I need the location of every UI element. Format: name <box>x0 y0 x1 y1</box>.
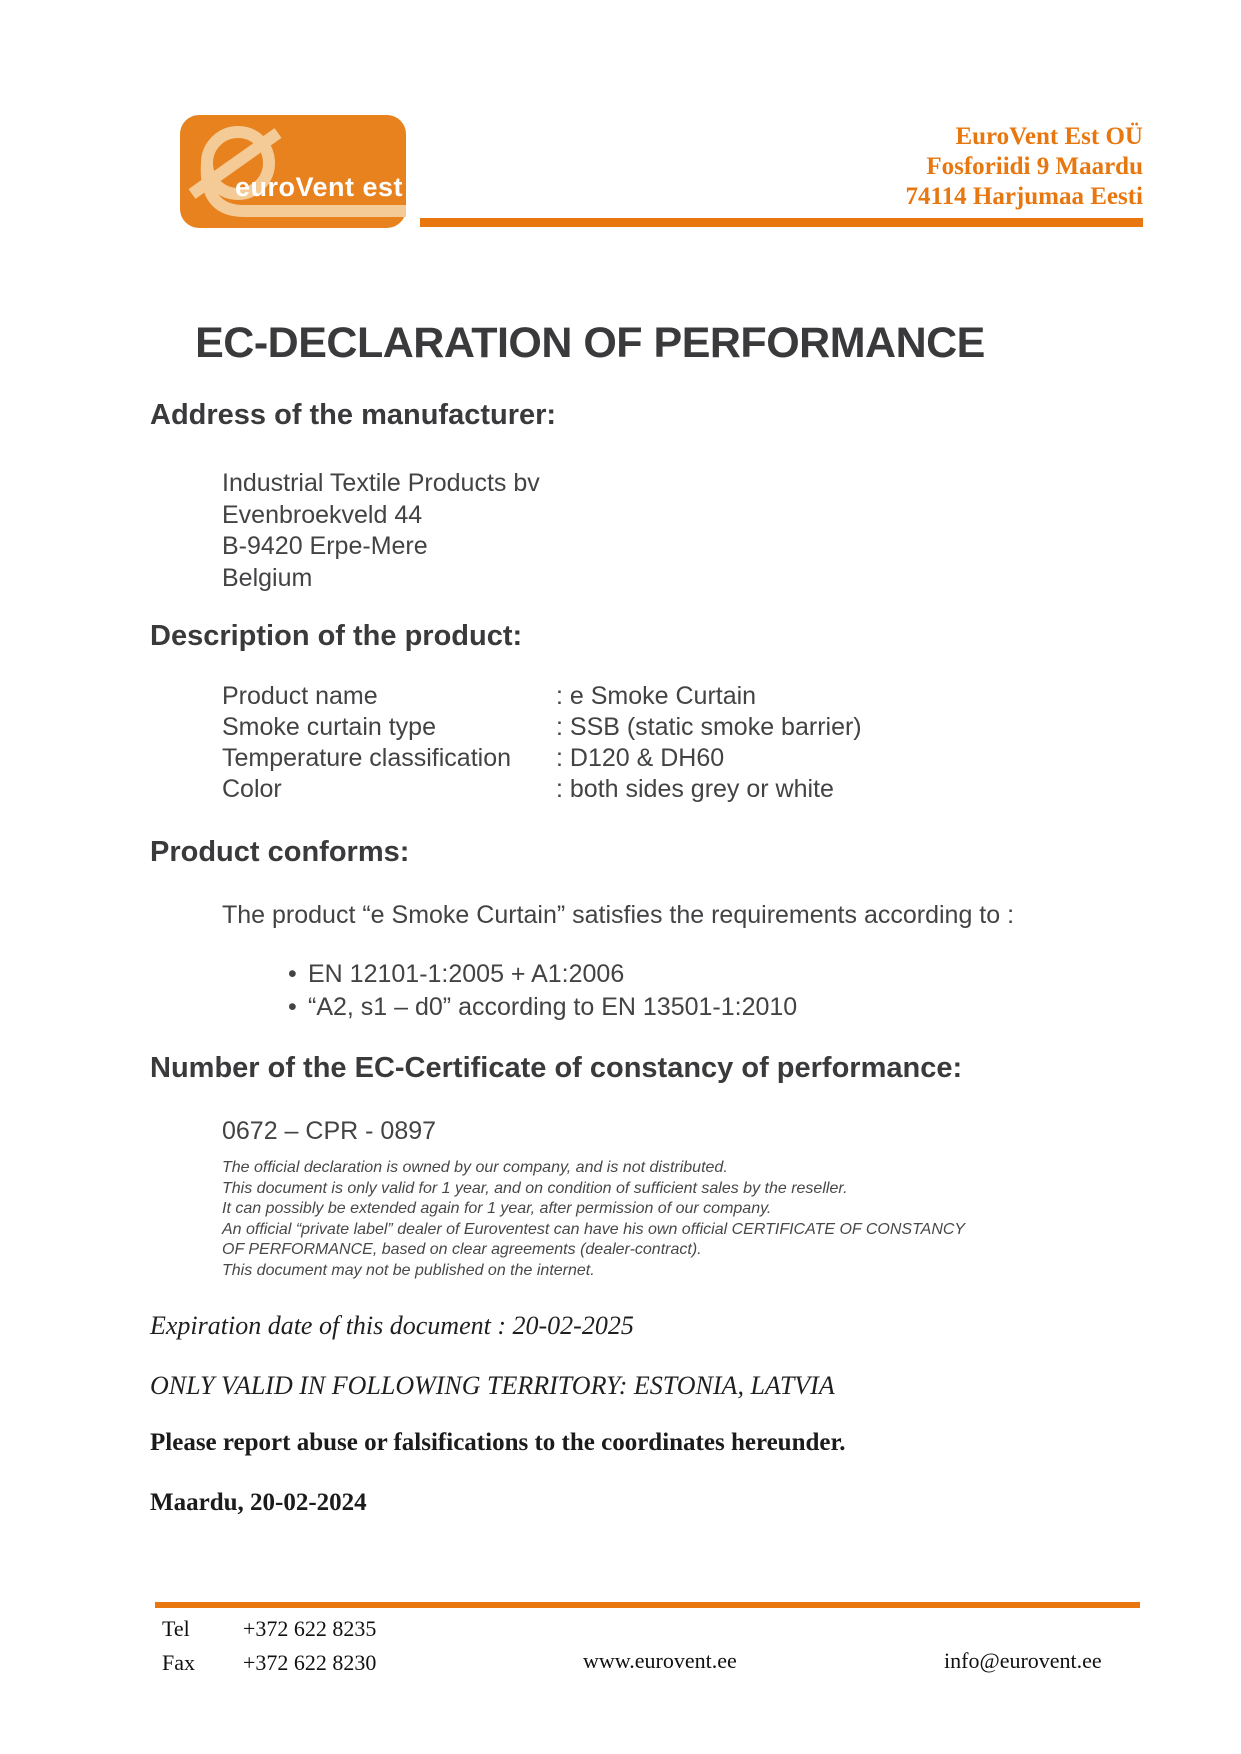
list-item <box>288 958 797 991</box>
company-street: Fosforiidi 9 Maardu <box>926 153 1143 180</box>
manufacturer-address <box>222 468 540 594</box>
spec-label: Product name <box>222 682 378 710</box>
spec-label: Temperature classification <box>222 744 512 772</box>
spec-row <box>222 743 862 774</box>
list-item <box>288 991 797 1024</box>
spec-label: Color <box>222 775 282 803</box>
tel-value: +372 622 8235 <box>243 1616 377 1641</box>
bullet-icon: • <box>288 960 297 988</box>
expiration-date: Expiration date of this document : 20-02-2025 <box>150 1311 634 1340</box>
company-city: 74114 Harjumaa Eesti <box>905 183 1143 210</box>
tel-label: Tel <box>162 1616 190 1641</box>
company-name: EuroVent Est OÜ <box>955 123 1143 150</box>
fine-print-line: The official declaration is owned by our company, and is not distributed. <box>222 1159 728 1176</box>
product-heading: Description of the product: <box>150 620 523 652</box>
fine-print-line: OF PERFORMANCE, based on clear agreements (dealer-contract). <box>222 1241 702 1258</box>
report-abuse-note: Please report abuse or falsifications to the coordinates hereunder. <box>150 1429 846 1456</box>
spec-row <box>222 681 862 712</box>
certificate-number: 0672 – CPR - 0897 <box>222 1117 437 1145</box>
company-address-block <box>906 122 1144 212</box>
spec-label: Smoke curtain type <box>222 713 436 741</box>
fax-label: Fax <box>162 1650 195 1675</box>
fine-print-line: This document is only valid for 1 year, and on condition of sufficient sales by the reseller. <box>222 1179 848 1197</box>
manufacturer-line: Evenbroekveld 44 <box>222 500 423 529</box>
footer-divider <box>155 1602 1140 1608</box>
conforms-heading: Product conforms: <box>150 836 410 868</box>
website-text: www.eurovent.ee <box>583 1648 737 1673</box>
spec-row <box>222 712 862 743</box>
product-spec-table <box>222 681 862 805</box>
manufacturer-line: B-9420 Erpe-Mere <box>222 532 428 560</box>
spec-value: : D120 & DH60 <box>556 744 725 772</box>
standards-list <box>288 958 797 1024</box>
eurovent-logo-icon <box>180 115 406 228</box>
spec-value: : e Smoke Curtain <box>556 682 757 710</box>
standard-text: EN 12101-1:2005 + A1:2006 <box>308 960 625 988</box>
legal-fine-print <box>222 1158 965 1281</box>
fax-value: +372 622 8230 <box>243 1650 377 1675</box>
fine-print-line: This document may not be published on the internet. <box>222 1261 595 1279</box>
eurovent-logo <box>180 115 406 228</box>
manufacturer-line: Belgium <box>222 563 313 592</box>
manufacturer-line: Industrial Textile Products bv <box>222 469 540 497</box>
spec-value: : both sides grey or white <box>556 775 834 803</box>
email-text: info@eurovent.ee <box>944 1648 1102 1673</box>
spec-row <box>222 774 862 805</box>
manufacturer-heading: Address of the manufacturer: <box>150 399 557 431</box>
spec-value: : SSB (static smoke barrier) <box>556 713 862 741</box>
certificate-heading: Number of the EC-Certificate of constancy of performance: <box>150 1052 963 1084</box>
territory-validity: ONLY VALID IN FOLLOWING TERRITORY: ESTONIA, LATVIA <box>150 1371 835 1400</box>
standard-text: “A2, s1 – d0” according to EN 13501-1:2010 <box>308 993 798 1021</box>
logo-wordmark: euroVent est <box>235 172 404 202</box>
place-and-date: Maardu, 20-02-2024 <box>150 1489 367 1516</box>
fine-print-line: It can possibly be extended again for 1 year, after permission of our company. <box>222 1200 772 1217</box>
page-title: EC-DECLARATION OF PERFORMANCE <box>195 319 985 367</box>
fine-print-line: An official “private label” dealer of Euroventest can have his own official CERTIFICATE OF CONSTANCY <box>222 1220 966 1238</box>
header-divider <box>420 218 1143 227</box>
bullet-icon: • <box>288 993 297 1021</box>
conforms-intro: The product “e Smoke Curtain” satisfies the requirements according to : <box>222 901 1015 929</box>
